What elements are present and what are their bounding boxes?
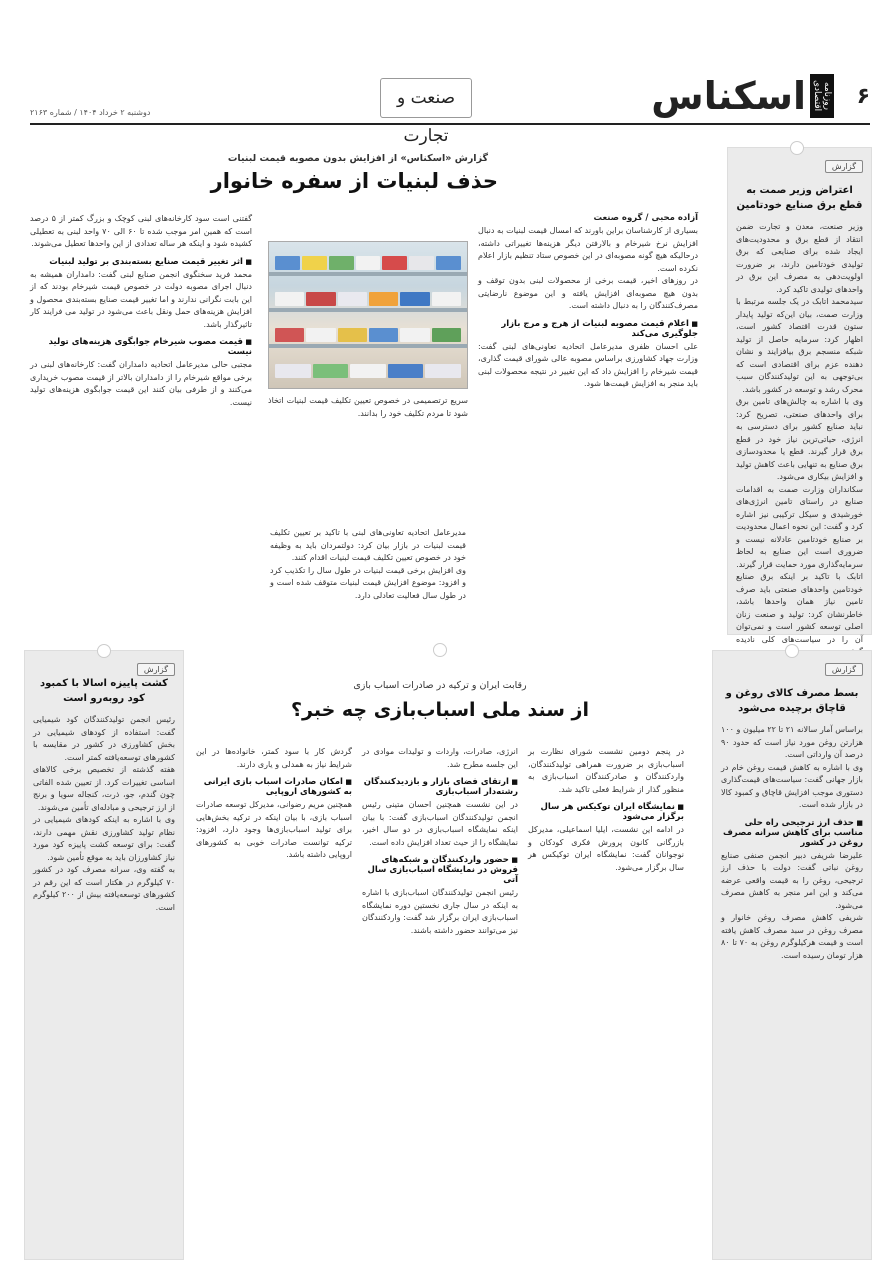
paragraph: مدیرعامل اتحادیه تعاونی‌های لبنی با تاکید بر تعیین تکلیف قیمت لبنیات در بازار بیان کرد: دولتمردان باید به وظیفه خود در خصوص تعیین تکلیف قیمت لبنیات اقدام کنند. (270, 528, 466, 562)
newspaper-logo (651, 74, 834, 118)
story-kicker: رقابت ایران و ترکیه در صادرات اسباب بازی (353, 680, 527, 691)
story-column (528, 746, 684, 937)
paragraph: به گفته وی، سرانه مصرف کود در کشور ۷۰ کیلوگرم در هکتار است که این رقم در کشورهای توسعه‌یافته بیش از ۲۰۰ کیلوگرم است. (33, 865, 175, 912)
paragraph: وی با اشاره به اینکه کودهای شیمیایی در نظام تولید کشاورزی نقش مهمی دارند، گفت: برای توسعه کشت پاییزه کود مورد نیاز کشاورزان باید به موقع تأمین شود. (33, 815, 175, 862)
article-kicker: گزارش (137, 663, 175, 676)
paragraph: رئیس انجمن تولیدکنندگان کود شیمیایی گفت: استفاده از کودهای شیمیایی در بخش کشاورزی در کشور در مقایسه با کشورهای توسعه‌یافته کمتر است. (33, 715, 175, 762)
paragraph: وی با اشاره به چالش‌های تامین برق برای واحدهای صنعتی، تصریح کرد: نباید صنایع کشور برای دسترسی به انرژی، حیاتی‌ترین نیاز خود در قطع برق قرار گیرند. قطع یا محدودسازی برق صنایع به تنهایی باعث کاهش تولید و افزایش بیکاری می‌شود. (736, 397, 863, 481)
paragraph: وزیر صنعت، معدن و تجارت ضمن انتقاد از قطع برق و محدودیت‌های ایجاد شده برای صنایعی که برق تولیدی خودتامین دارند، بر ضرورت اولویت‌دهی به مصرف این برق در واحدهای تولیدی تاکید کرد. (736, 222, 863, 294)
story-column-left (30, 213, 252, 409)
article-title: اعتراض وزیر صمت به قطع برق صنایع خودتامین (736, 185, 863, 211)
paragraph: همچنین مریم رضوانی، مدیرکل توسعه صادرات اسباب بازی، با بیان اینکه در ترکیه بخش‌هایی برای تولید اسباب‌بازی‌ها وجود دارد، افزود: ترکیه توانست صادرات خوبی به کشورهای اروپایی داشته باشد. (196, 800, 352, 859)
story-headline: از سند ملی اسباب‌بازی چه خبر؟ (291, 699, 589, 721)
subheading: ■ نمایشگاه ایران توکیکس هر سال برگزار می‌شود (528, 802, 684, 822)
paragraph: در پنجم دومین نشست شورای نظارت بر اسباب‌بازی بر ضرورت همراهی تولیدکنندگان، واردکنندگان و صادرکنندگان اسباب‌بازی به منظور گذار از شرایط فعلی تاکید شد. (528, 747, 684, 794)
paragraph: سیدمحمد اتابک در یک جلسه مرتبط با وزارت صمت، بیان این‌که تولید پایدار ستون قدرت اقتصاد کشور است، اظهار کرد: سرمایه حاصل از تولید شبکه منسجم برق بیافزایند و نشان دهنده عزم برای اقتصادی است که بی‌توجهی به این تولیدکنندگان سبب محرک رشد و توسعه در کشور باشد. (736, 297, 863, 394)
paragraph: وی افزایش برخی قیمت لبنیات در طول سال را تکذیب کرد و افزود: موضوع افزایش قیمت لبنیات متوقف شده است و در طول سال فعالیت تعادلی دارد. (270, 565, 466, 600)
issue-date: دوشنبه ۲ خرداد ۱۴۰۴ / شماره ۲۱۶۳ (30, 108, 151, 117)
bottom-right-article (712, 650, 872, 1260)
box-notch (433, 643, 447, 657)
paragraph: شریفی کاهش مصرف روغن خانوار و مصرف روغن در سبد مصرف کاهش یافته است و قیمت هرکیلوگرم روغن به ۷۰ تا ۸۰ هزار تومان رسیده است. (721, 913, 863, 960)
article-title: بسط مصرف کالای روغن و قاچاق برچیده می‌شود (725, 688, 859, 714)
dairy-shelf-photo (268, 241, 468, 389)
subheading: ■ امکان صادرات اسباب بازی ایرانی به کشورهای اروپایی (196, 777, 352, 797)
main-story (30, 147, 698, 635)
top-sidebar-article (727, 147, 872, 644)
subheading: ■ حذف ارز ترجیحی راه حلی مناسب برای کاهش سرانه مصرف روغن در کشور (721, 818, 863, 848)
box-notch (785, 644, 799, 658)
paragraph: وی با اشاره به کاهش قیمت روغن خام در بازار جهانی گفت: سیاست‌های قیمت‌گذاری دستوری موجب افزایش قاچاق و کمبود کالا در بازار شده است. (721, 762, 863, 809)
paragraph: انرژی، صادرات، واردات و تولیدات موادی در این جلسه مطرح شد. (362, 747, 518, 769)
article-kicker: گزارش (825, 160, 863, 173)
paragraph: مجتبی حالی مدیرعامل اتحادیه دامداران گفت: کارخانه‌های لبنی در برخی مواقع شیرخام را از دامداران بالاتر از قیمت مصوب خریداری می‌کنند و از طرفی بیان کنند این قیمت جوابگوی هزینه‌های تولید نیست. (30, 360, 252, 407)
story-column-right (478, 213, 698, 391)
paragraph: محمد فرید سخنگوی انجمن صنایع لبنی گفت: دامداران همیشه به دنبال اجرای مصوبه دولت در خصوص قیمت شیرخام بودند که از این بابت نگرانی ندارند و اما تغییر قیمت صنایع بسته‌بندی محصول و افزایش هزینه‌های حمل ونقل باعث می‌شود در تولید می فرایند کار تاثیرگذار باشد. (30, 269, 252, 329)
paragraph: گفتنی است سود کارخانه‌های لبنی کوچک و بزرگ کمتر از ۵ درصد است که همین امر موجب شده تا ۶۰ الی ۷۰ واحد لبنی به تعطیلی کشیده شود و اینکه هر ساله تعدادی از این واحدها تعطیل می‌شوند. (30, 214, 252, 248)
story-columns (196, 746, 684, 937)
bottom-left-article (24, 650, 184, 1260)
story-column (362, 746, 518, 937)
box-notch (97, 644, 111, 658)
paragraph: رئیس انجمن تولیدکنندگان اسباب‌بازی با اشاره به اینکه در سال جاری نخستین دوره نمایشگاه اسباب‌بازی ایران برگزار شد گفت: واردکنندگان نیز می‌توانند حضور داشته باشند. (362, 888, 518, 935)
paragraph: اتابک با تاکید بر اینکه برق صنایع خودتامین واحدهای صنعتی باید صرف تامین نیاز همان واحدها باشد، خاطرنشان کرد: تولید و صنعت زنان اصلی توسعه کشور است و نمی‌توان آن را در سیاست‌های کلی نادیده (736, 572, 863, 644)
paragraph: علی احسان ظفری مدیرعامل اتحادیه تعاونی‌های لبنی گفت: وزارت جهاد کشاورزی براساس مصوبه عالی شورای قیمت گذاری، قیمت شیرخام را افزایش داد که این تغییر در نتیجه محصولات لبنی باید منجر به افزایش قیمت‌ها شود. (478, 341, 698, 388)
subheading: ■ اثر تغییر قیمت صنایع بسته‌بندی بر تولید لبنیات (30, 257, 252, 267)
subheading: ■ اعلام قیمت مصوبه لبنیات از هرج و مرج بازار جلوگیری می‌کند (478, 319, 698, 339)
subheading: ■ ارتقای فضای بازار و بازدیدکنندگان رشته‌دار اسباب‌بازی (362, 777, 518, 797)
paragraph: سکانداران وزارت صمت به اقدامات صنایع در راستای تامین انرژی‌های خورشیدی و سیکل ترکیبی نیز اشاره کرد و گفت: این نحوه اعمال محدودیت بر صنایع خودتامین عادلانه نیست و ضروری است این صنایع به لحاظ سرمایه‌گذاری مورد حمایت قرار گیرند. (736, 484, 863, 569)
paragraph: براساس آمار سالانه ۲۱ تا ۲۲ میلیون و ۱۰۰ هزارتن روغن مورد نیاز است که حدود ۹۰ درصد آن وارداتی است. (721, 725, 863, 759)
logo-tag: روزنامه اقتصادی (810, 74, 834, 118)
paragraph: علیرضا شریفی دبیر انجمن صنفی صنایع روغن نباتی گفت: دولت با حذف ارز ترجیحی، روغن را به قیمت واقعی عرضه می‌کند و این امر منجر به کاهش مصرف می‌شود. (721, 850, 863, 910)
masthead (30, 70, 870, 146)
photo-caption: سریع ترتصمیمی در خصوص تعیین تکلیف قیمت لبنیات اتخاذ شود تا مردم تکلیف خود را بدانند. (268, 396, 468, 418)
logo-word: اسکناس (651, 74, 806, 118)
subheading: ■ حضور واردکنندگان و شبکه‌های فروش در نمایشگاه اسباب‌بازی سال آتی (362, 855, 518, 885)
paragraph: بسیاری از کارشناسان براین باورند که امسال قیمت لبنیات به دنبال افزایش نرخ شیرخام و بالارفتن دیگر هزینه‌ها تغییراتی داشته، درحالیکه هیچ گونه مصوبه‌ای در این خصوص ستاد تنظیم بازار اعلام نکرده است. (478, 226, 698, 273)
paragraph: در این نشست همچنین احسان متینی رئیس انجمن تولیدکنندگان اسباب‌بازی گفت: با بیان اینکه نمایشگاه اسباب‌بازی در دو سال اخیر، نمایشگاه را از حیث تعداد افزایش داده است. (362, 800, 518, 847)
masthead-rule (30, 123, 870, 125)
paragraph: گردش کار با سود کمتر، خانواده‌ها در این شرایط نیاز به همدلی و یاری دارند. (196, 747, 352, 769)
story-column-middle (270, 527, 466, 602)
story-kicker: گزارش «اسکناس» از افزایش بدون مصوبه قیمت لبنیات (227, 153, 488, 164)
box-notch (790, 141, 804, 155)
paragraph: در روزهای اخیر، قیمت برخی از محصولات لبنی بدون توقف و بدون هیچ مصوبه‌ای افزایش یافته و این موضوع نارضایتی مصرف‌کنندگان را به دنبال داشته است. (478, 276, 698, 310)
article-kicker: گزارش (825, 663, 863, 676)
byline: آزاده محبی / گروه صنعت (593, 213, 698, 223)
article-title: کشت پاییزه اسالا با کمبود کود روبه‌رو است (40, 678, 168, 704)
story-headline: حذف لبنیات از سفره خانوار (210, 169, 498, 193)
center-story (196, 650, 684, 1260)
paragraph: هفته گذشته از تخصیص برخی کالاهای اساسی تغییرات کرد. از تعیین شده الفاتی چون گندم، جو، ذرت، کنجاله سویا و برنج از ارز ترجیحی و مبادله‌ای تأمین می‌شوند. (33, 765, 175, 812)
section-label: صنعت و تجارت (380, 78, 472, 118)
paragraph: در ادامه این نشست، ایلیا اسماعیلی، مدیرکل بازرگانی کانون پرورش فکری کودکان و نوجوانان گفت: نمایشگاه ایران توکیکس هر سال برگزار می‌شود. (528, 825, 684, 872)
page-number: ۶ (856, 84, 870, 109)
story-column (196, 746, 352, 937)
subheading: ■ قیمت مصوب شیرخام جوابگوی هزینه‌های تولید نیست (30, 337, 252, 357)
